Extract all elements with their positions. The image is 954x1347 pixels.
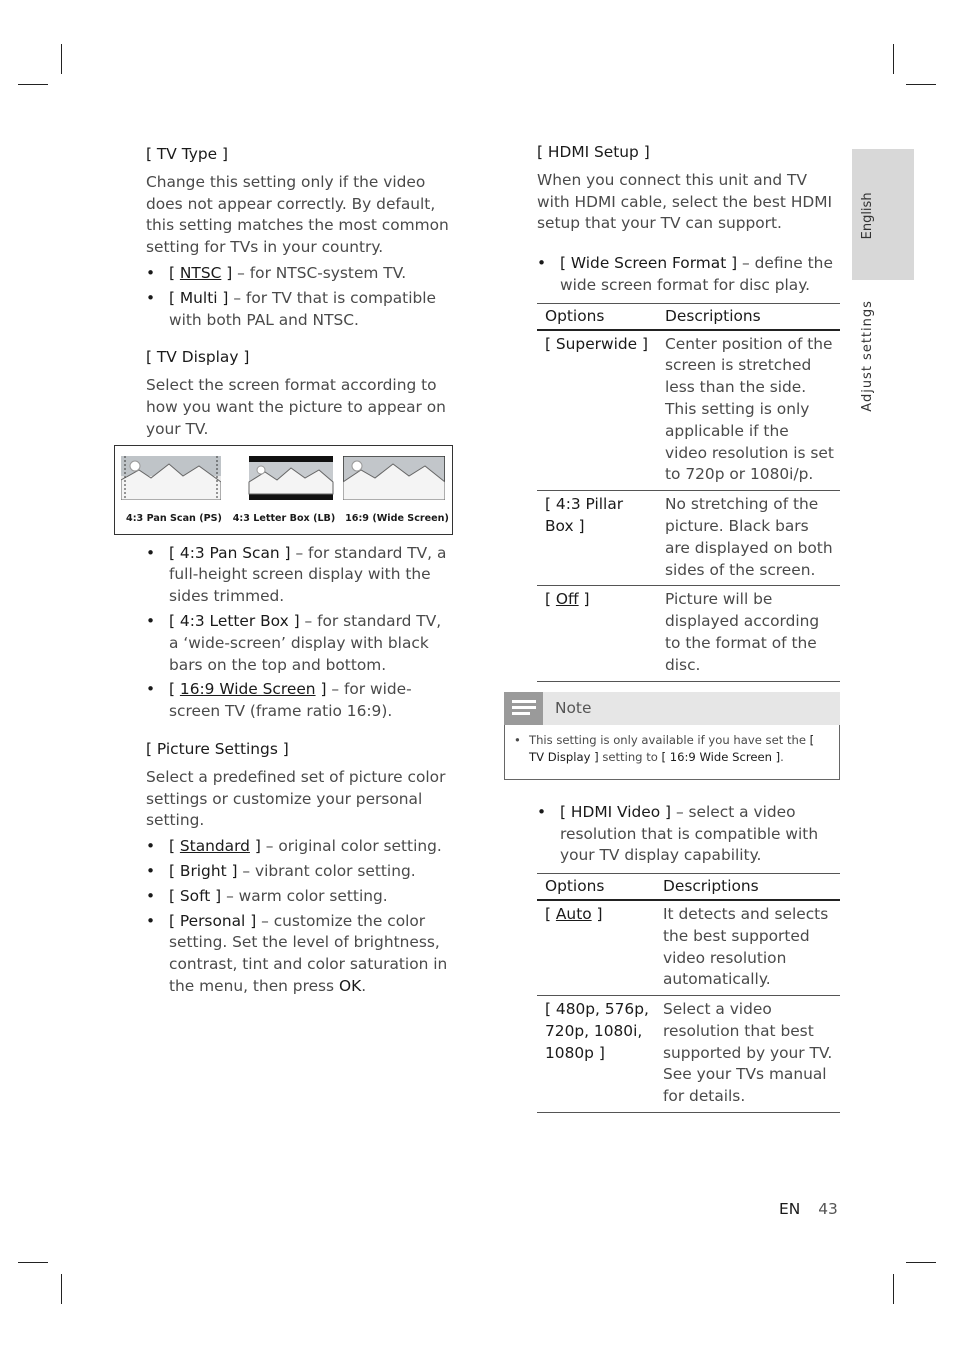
page-number: 43 — [818, 1200, 838, 1218]
crop-mark — [906, 84, 936, 85]
tv-display-section — [126, 347, 451, 723]
col-descriptions: Descriptions — [655, 874, 840, 900]
tv-type-list — [146, 263, 451, 331]
tv-display-heading: [ TV Display ] — [146, 348, 250, 367]
crop-mark — [61, 1274, 62, 1304]
wide-screen-table — [537, 303, 840, 682]
footer-language: EN — [779, 1200, 801, 1218]
col-options: Options — [537, 874, 655, 900]
screen-format-figure — [114, 445, 453, 535]
description-cell: Select a video resolution that best supported by your TV. See your TVs manual for details. — [655, 996, 840, 1113]
right-column — [529, 142, 840, 1113]
ok-key-label: OK — [338, 976, 362, 995]
auto-link[interactable]: Auto — [555, 904, 592, 923]
wide-screen-link[interactable]: 16:9 Wide Screen — [179, 680, 316, 699]
table-row — [537, 900, 840, 996]
figure-caption: 16:9 (Wide Screen) — [345, 512, 449, 524]
standard-link[interactable]: Standard — [179, 837, 250, 856]
description-cell: Picture will be displayed according to the format of the disc. — [657, 586, 840, 681]
hdmi-setup-intro: When you connect this unit and TV with HDMI cable, select the best HDMI setup that your TV can support. — [537, 170, 833, 233]
option-cell: [ Auto ] — [537, 900, 655, 996]
note-header — [504, 692, 840, 725]
list-item: • [ 4:3 Letter Box ] – for standard TV, a ‘wide-screen’ display with black bars on the top and bottom. — [146, 611, 451, 676]
list-item: • [ Soft ] – warm color setting. — [146, 886, 451, 908]
crop-mark — [906, 1262, 936, 1263]
list-item: • [ Personal ] – customize the color setting. Set the level of brightness, contrast, tint and color saturation in the menu, then press OK. — [146, 911, 451, 998]
table-row — [537, 330, 840, 491]
ntsc-link[interactable]: NTSC — [179, 263, 222, 282]
list-item: • [ Wide Screen Format ] – define the wide screen format for disc play. — [537, 253, 840, 297]
hdmi-setup-section — [537, 142, 840, 235]
list-item: • [ NTSC ] – for NTSC-system TV. — [146, 263, 451, 285]
table-row — [537, 586, 840, 681]
option-cell: [ Superwide ] — [537, 330, 657, 491]
note-icon — [504, 692, 543, 725]
tv-display-intro: Select the screen format according to how you want the picture to appear on your TV. — [146, 376, 446, 438]
wide-screen-bullet — [537, 253, 840, 297]
tab-language-label: English — [860, 192, 876, 240]
list-item: • [ 16:9 Wide Screen ] – for wide-screen TV (frame ratio 16:9). — [146, 679, 451, 723]
figure-caption: 4:3 Letter Box (LB) — [232, 512, 336, 524]
crop-mark — [18, 84, 48, 85]
pan-scan-illustration — [121, 456, 221, 500]
picture-settings-heading: [ Picture Settings ] — [146, 739, 289, 758]
list-item: • [ 4:3 Pan Scan ] – for standard TV, a full-height screen display with the sides trimmed. — [146, 543, 451, 608]
list-item: • [ Bright ] – vibrant color setting. — [146, 861, 451, 883]
col-options: Options — [537, 303, 657, 329]
crop-mark — [893, 1274, 894, 1304]
option-cell: [ 4:3 Pillar Box ] — [537, 491, 657, 586]
option-cell: [ 480p, 576p, 720p, 1080i, 1080p ] — [537, 996, 655, 1113]
crop-mark — [893, 44, 894, 74]
list-item: • [ HDMI Video ] – select a video resolution that is compatible with your TV display capability. — [537, 802, 840, 867]
option-cell: [ Off ] — [537, 586, 657, 681]
table-row — [537, 996, 840, 1113]
note-body: • This setting is only available if you have set the [ TV Display ] setting to [ 16:9 Wide Screen ]. — [504, 725, 840, 780]
tv-type-intro: Change this setting only if the video does not appear correctly. By default, this setting matches the most common setting for TVs in your country. — [146, 172, 449, 257]
table-header — [537, 874, 840, 900]
page-footer — [779, 1199, 838, 1221]
table-row — [537, 491, 840, 586]
left-column — [126, 144, 451, 1001]
description-cell: No stretching of the picture. Black bars are displayed on both sides of the screen. — [657, 491, 840, 586]
tv-type-heading: [ TV Type ] — [146, 145, 228, 163]
figure-caption: 4:3 Pan Scan (PS) — [126, 512, 222, 524]
picture-settings-section — [146, 739, 451, 998]
picture-settings-list — [146, 836, 451, 998]
description-cell: It detects and selects the best supported video resolution automatically. — [655, 900, 840, 996]
tv-type-section — [146, 144, 451, 331]
col-descriptions: Descriptions — [657, 303, 840, 329]
table-header — [537, 303, 840, 329]
off-link[interactable]: Off — [555, 590, 579, 609]
description-cell: Center position of the screen is stretched less than the side. This setting is only applicable if the video resolution is set to 720p or 1080i/p. — [657, 330, 840, 491]
hdmi-video-bullet — [537, 802, 840, 867]
hdmi-setup-heading: [ HDMI Setup ] — [537, 143, 650, 161]
list-item: • [ Multi ] – for TV that is compatible with both PAL and NTSC. — [146, 288, 451, 332]
picture-settings-intro: Select a predefined set of picture color settings or customize your personal setting. — [146, 767, 446, 830]
crop-mark — [61, 44, 62, 74]
tv-display-list — [146, 543, 451, 723]
note-title: Note — [555, 698, 592, 717]
note-box — [504, 692, 840, 780]
hdmi-video-table — [537, 873, 840, 1113]
crop-mark — [18, 1262, 48, 1263]
letter-box-illustration — [241, 456, 341, 500]
tab-section-label: Adjust settings — [860, 300, 876, 412]
wide-screen-illustration — [343, 456, 445, 500]
list-item: • [ Standard ] – original color setting. — [146, 836, 451, 858]
